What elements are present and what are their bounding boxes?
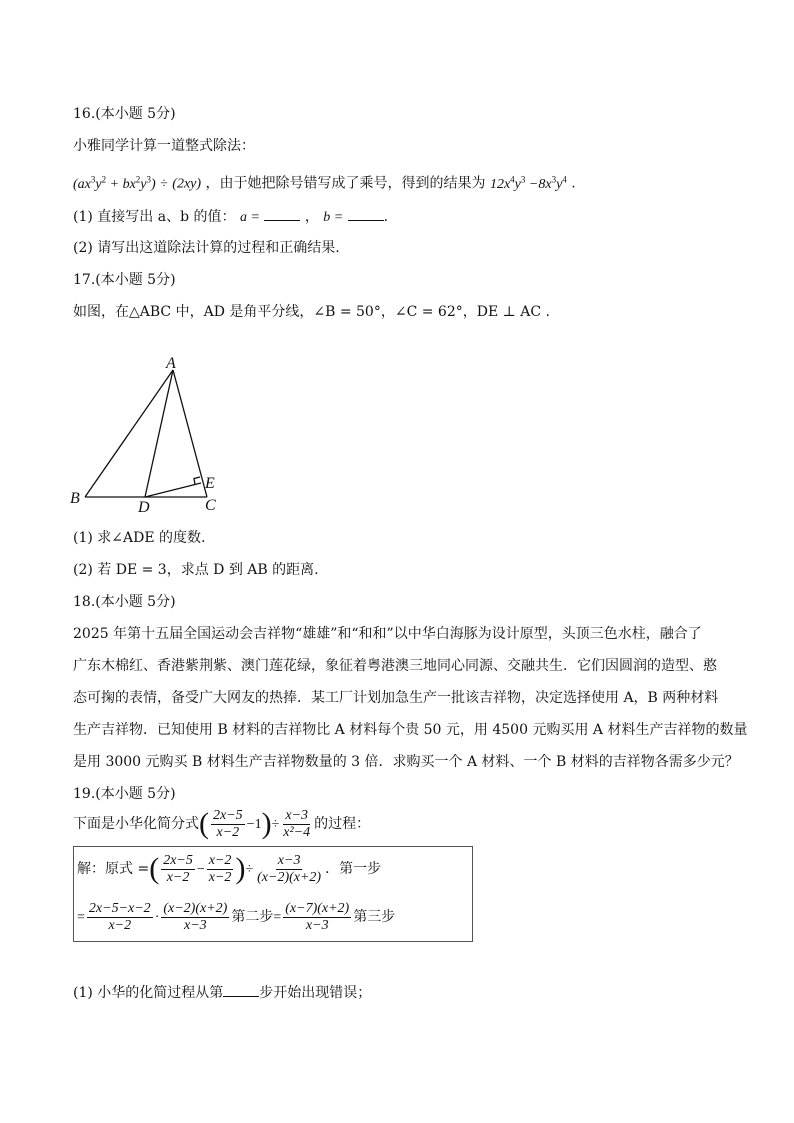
q18-line-5: 是用 3000 元购买 B 材料生产吉祥物数量的 3 倍．求购买一个 A 材料、一个 B 材料的吉祥物各需多少元？	[73, 754, 739, 770]
q16-dividend: $(ax^3y^2 + bx^2y^3)$	[73, 174, 156, 192]
s2-dot: ·	[154, 910, 160, 925]
s3-fraction: $\frac{(x-7)(x+2)}{x-3}$	[285, 900, 350, 933]
q16-b-label: b =	[323, 210, 344, 225]
q16-a-blank[interactable]	[264, 206, 300, 221]
side-ab	[85, 370, 173, 497]
q18-line-2: 广东木棉红、香港紫荆紫、澳门莲花绿，象征着粤港澳三地同心同源、交融共生．它们因圆润的造型、憨	[73, 658, 717, 674]
q18-line-4: 生产吉祥物．已知使用 B 材料的吉祥物比 A 材料每个贵 50 元，用 4500 元购买用 A 材料生产吉祥物的数量	[73, 722, 748, 738]
solution-row-1: 解：原式 =( $\frac{2x-5}{x-2}$ − $\frac{x-2}{x-2}$ )÷ $\frac{x-3}{(x-2)(x+2)}$ ．第一步	[77, 852, 382, 885]
q16-part2: (2) 请写出这道除法计算的过程和正确结果.	[73, 240, 340, 256]
q19-intro: 下面是小华化简分式( $\frac{2x-5}{x-2}$ −1)÷ $\frac{x-3}{\text{x²−4}}$ 的过程：	[73, 807, 371, 840]
q19-div: ÷	[271, 817, 280, 832]
q16-part1-prefix: (1) 直接写出 a、b 的值：	[73, 209, 236, 225]
solution-box	[73, 846, 473, 942]
q16-result: $12x^4y^3 -8x^3y^4$	[489, 174, 567, 192]
q19-intro-prefix: 下面是小华化简分式	[73, 816, 199, 832]
vertex-a-label: A	[166, 355, 176, 372]
s2-fraction-1: $\frac{2x-5-x-2}{x-2}$	[88, 900, 151, 933]
step-3-label: 第三步	[353, 909, 396, 925]
q16-part1	[73, 206, 388, 228]
s1-fraction-2: $\frac{x-2}{x-2}$	[208, 852, 232, 885]
s3-eq: =	[273, 910, 282, 925]
q16-a-label: a =	[239, 210, 260, 225]
point-e-label: E	[205, 475, 215, 492]
q19-header: 19.(本小题 5分)	[73, 786, 176, 802]
q16-intro: 小雅同学计算一道整式除法：	[73, 138, 255, 154]
q16-tail: ，由于她把除号错写成了乘号，得到的结果为	[205, 175, 486, 192]
segment-ad	[145, 370, 173, 497]
q19-step-blank[interactable]	[223, 982, 259, 997]
q16-expression	[73, 166, 576, 198]
q17-intro: 如图，在△ABC 中，AD 是角平分线，∠B = 50°，∠C = 62°，DE ⊥ AC .	[73, 304, 550, 320]
q16-div-sign: ÷	[160, 176, 168, 192]
side-ac	[173, 370, 207, 497]
q16-period: .	[571, 175, 576, 192]
vertex-c-label: C	[205, 497, 216, 514]
q19-minus-one: −1	[246, 817, 262, 832]
q16-divisor: (2xy)	[172, 176, 202, 192]
vertex-b-label: B	[70, 490, 80, 507]
q19-fraction-2: $\frac{x-3}{\text{x²−4}}$	[283, 807, 311, 840]
s1-fraction-1: $\frac{2x-5}{x-2}$	[163, 852, 193, 885]
triangle-figure	[60, 355, 240, 515]
q19-fraction-1: $\frac{2x-5}{x-2}$	[213, 807, 243, 840]
q17-header: 17.(本小题 5分)	[73, 272, 176, 288]
q18-line-1: 2025 年第十五届全国运动会吉祥物“雄雄”和“和和”以中华白海豚为设计原型，头顶三色水柱，融合了	[73, 626, 702, 642]
segment-de	[145, 483, 201, 497]
step-1-label: ．第一步	[325, 861, 382, 877]
q18-header: 18.(本小题 5分)	[73, 594, 176, 610]
q19-intro-suffix: 的过程：	[314, 816, 371, 832]
solution-row-2	[77, 897, 395, 938]
s2-eq: =	[77, 910, 85, 925]
q19-part1-suffix: 步开始出现错误；	[259, 985, 372, 1001]
solution-prefix: 解：原式 =	[77, 861, 150, 877]
s1-fraction-3: $\frac{x-3}{(x-2)(x+2)}$	[257, 852, 322, 885]
q16-header: 16.(本小题 5分)	[73, 106, 176, 122]
s2-fraction-2: $\frac{(x-2)(x+2)}{x-3}$	[163, 900, 228, 933]
q18-line-3: 态可掬的表情，备受广大网友的热捧．某工厂计划加急生产一批该吉祥物，决定选择使用 A，B 两种材料	[73, 690, 719, 706]
q17-part2: (2) 若 DE = 3，求点 D 到 AB 的距离.	[73, 562, 319, 578]
q16-b-blank[interactable]	[348, 206, 384, 221]
q17-part1: (1) 求∠ADE 的度数.	[73, 530, 206, 546]
s1-div: ÷	[245, 862, 254, 877]
step-2-label: 第二步	[231, 909, 274, 925]
q19-part1-prefix: (1) 小华的化简过程从第	[73, 985, 224, 1001]
q16-sep: ，	[304, 209, 319, 225]
point-d-label: D	[138, 499, 150, 515]
q19-part1	[73, 982, 371, 1003]
q16-part1-end: .	[383, 209, 389, 225]
